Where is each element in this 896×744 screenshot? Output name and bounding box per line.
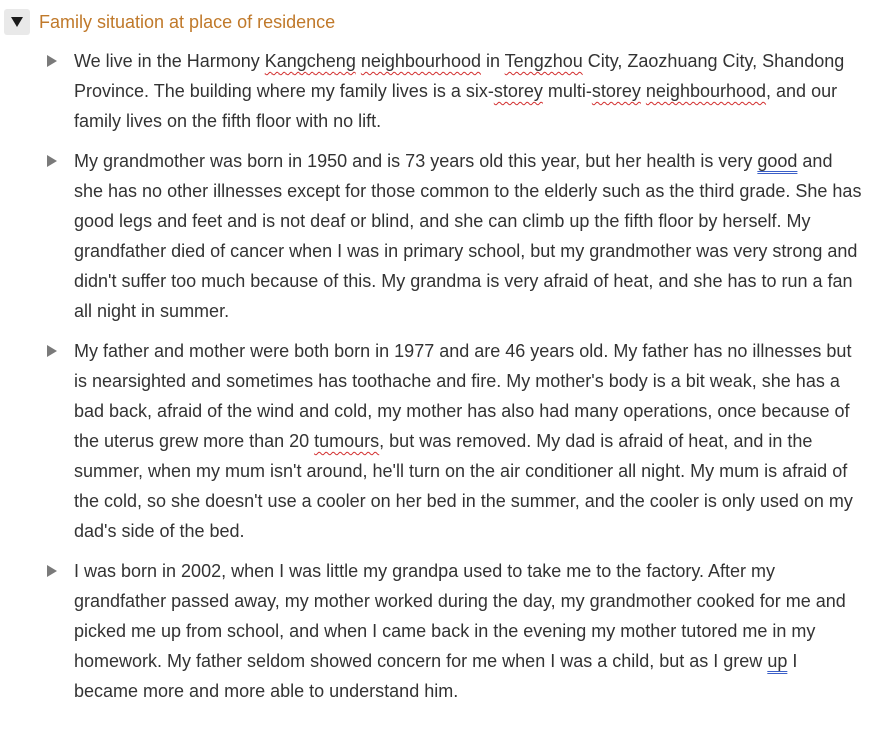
outline-item — [0, 46, 896, 136]
text-segment: multi- — [542, 81, 592, 101]
grammar-flag-word: good — [757, 151, 798, 171]
expand-item-button[interactable] — [46, 154, 58, 168]
expand-item-button[interactable] — [46, 344, 58, 358]
spelling-error-word: neighbourhood — [645, 81, 767, 101]
text-segment: City, Zaozhuang City, Shandong Province. The building where my family lives is a six- — [74, 51, 845, 101]
grammar-flag-word: up — [767, 651, 788, 671]
section-title[interactable]: Family situation at place of residence — [39, 11, 336, 32]
outline-item — [0, 336, 896, 546]
item-text[interactable] — [74, 556, 866, 706]
triangle-down-icon — [11, 17, 23, 27]
outline-item — [0, 146, 896, 326]
triangle-right-icon — [46, 154, 58, 168]
expand-item-button[interactable] — [46, 564, 58, 578]
section-header — [4, 8, 335, 36]
text-segment: My grandmother was born in 1950 and is 73 years old this year, but her health is very — [74, 151, 758, 171]
triangle-right-icon — [46, 564, 58, 578]
collapse-toggle-button[interactable] — [4, 9, 30, 35]
text-segment: , but was removed. My dad is afraid of heat, and in the summer, when my mum isn't around, he'll turn on the air conditioner all night. My mum is afraid of the cold, so she doesn't use a cooler on her bed in the summer, and the cooler is only used on my dad's side of the bed. — [74, 431, 853, 541]
spelling-error-word: tumours — [314, 431, 380, 451]
item-text[interactable] — [74, 336, 866, 546]
item-text[interactable] — [74, 46, 866, 136]
text-segment: in — [480, 51, 505, 71]
text-segment: My father and mother were both born in 1977 and are 46 years old. My father has no illnesses but is nearsighted and sometimes has toothache and fire. My mother's body is a bit weak, she has a bad back, afraid of the wind and cold, my mother has also had many operations, once because of the uterus grew more than 20 — [74, 341, 852, 451]
text-segment: I became more and more able to understand him. — [74, 651, 798, 701]
outline-item — [0, 556, 896, 706]
triangle-right-icon — [46, 344, 58, 358]
spelling-error-word: storey — [591, 81, 641, 101]
spelling-error-word: Tengzhou — [504, 51, 583, 71]
triangle-right-icon — [46, 54, 58, 68]
text-segment: and she has no other illnesses except for those common to the elderly such as the third grade. She has good legs and feet and is not deaf or blind, and she can climb up the fifth floor by herself. My grandfather died of cancer when I was in primary school, but my grandmother was very strong and didn't suffer too much because of this. My grandma is very afraid of heat, and she has to run a fan all night in summer. — [74, 151, 862, 321]
text-segment: , and our family lives on the fifth floor with no lift. — [74, 81, 838, 131]
text-segment: We live in the Harmony — [74, 51, 265, 71]
spelling-error-word: neighbourhood — [360, 51, 481, 71]
expand-item-button[interactable] — [46, 54, 58, 68]
spelling-error-word: Kangcheng — [264, 51, 356, 71]
text-segment: I was born in 2002, when I was little my grandpa used to take me to the factory. After my grandfather passed away, my mother worked during the day, my grandmother cooked for me and picked me up from school, and when I came back in the evening my mother tutored me in my homework. My father seldom showed concern for me when I was a child, but as I grew — [74, 561, 846, 671]
item-text[interactable] — [74, 146, 866, 326]
outline-items — [0, 46, 896, 716]
spelling-error-word: storey — [493, 81, 543, 101]
